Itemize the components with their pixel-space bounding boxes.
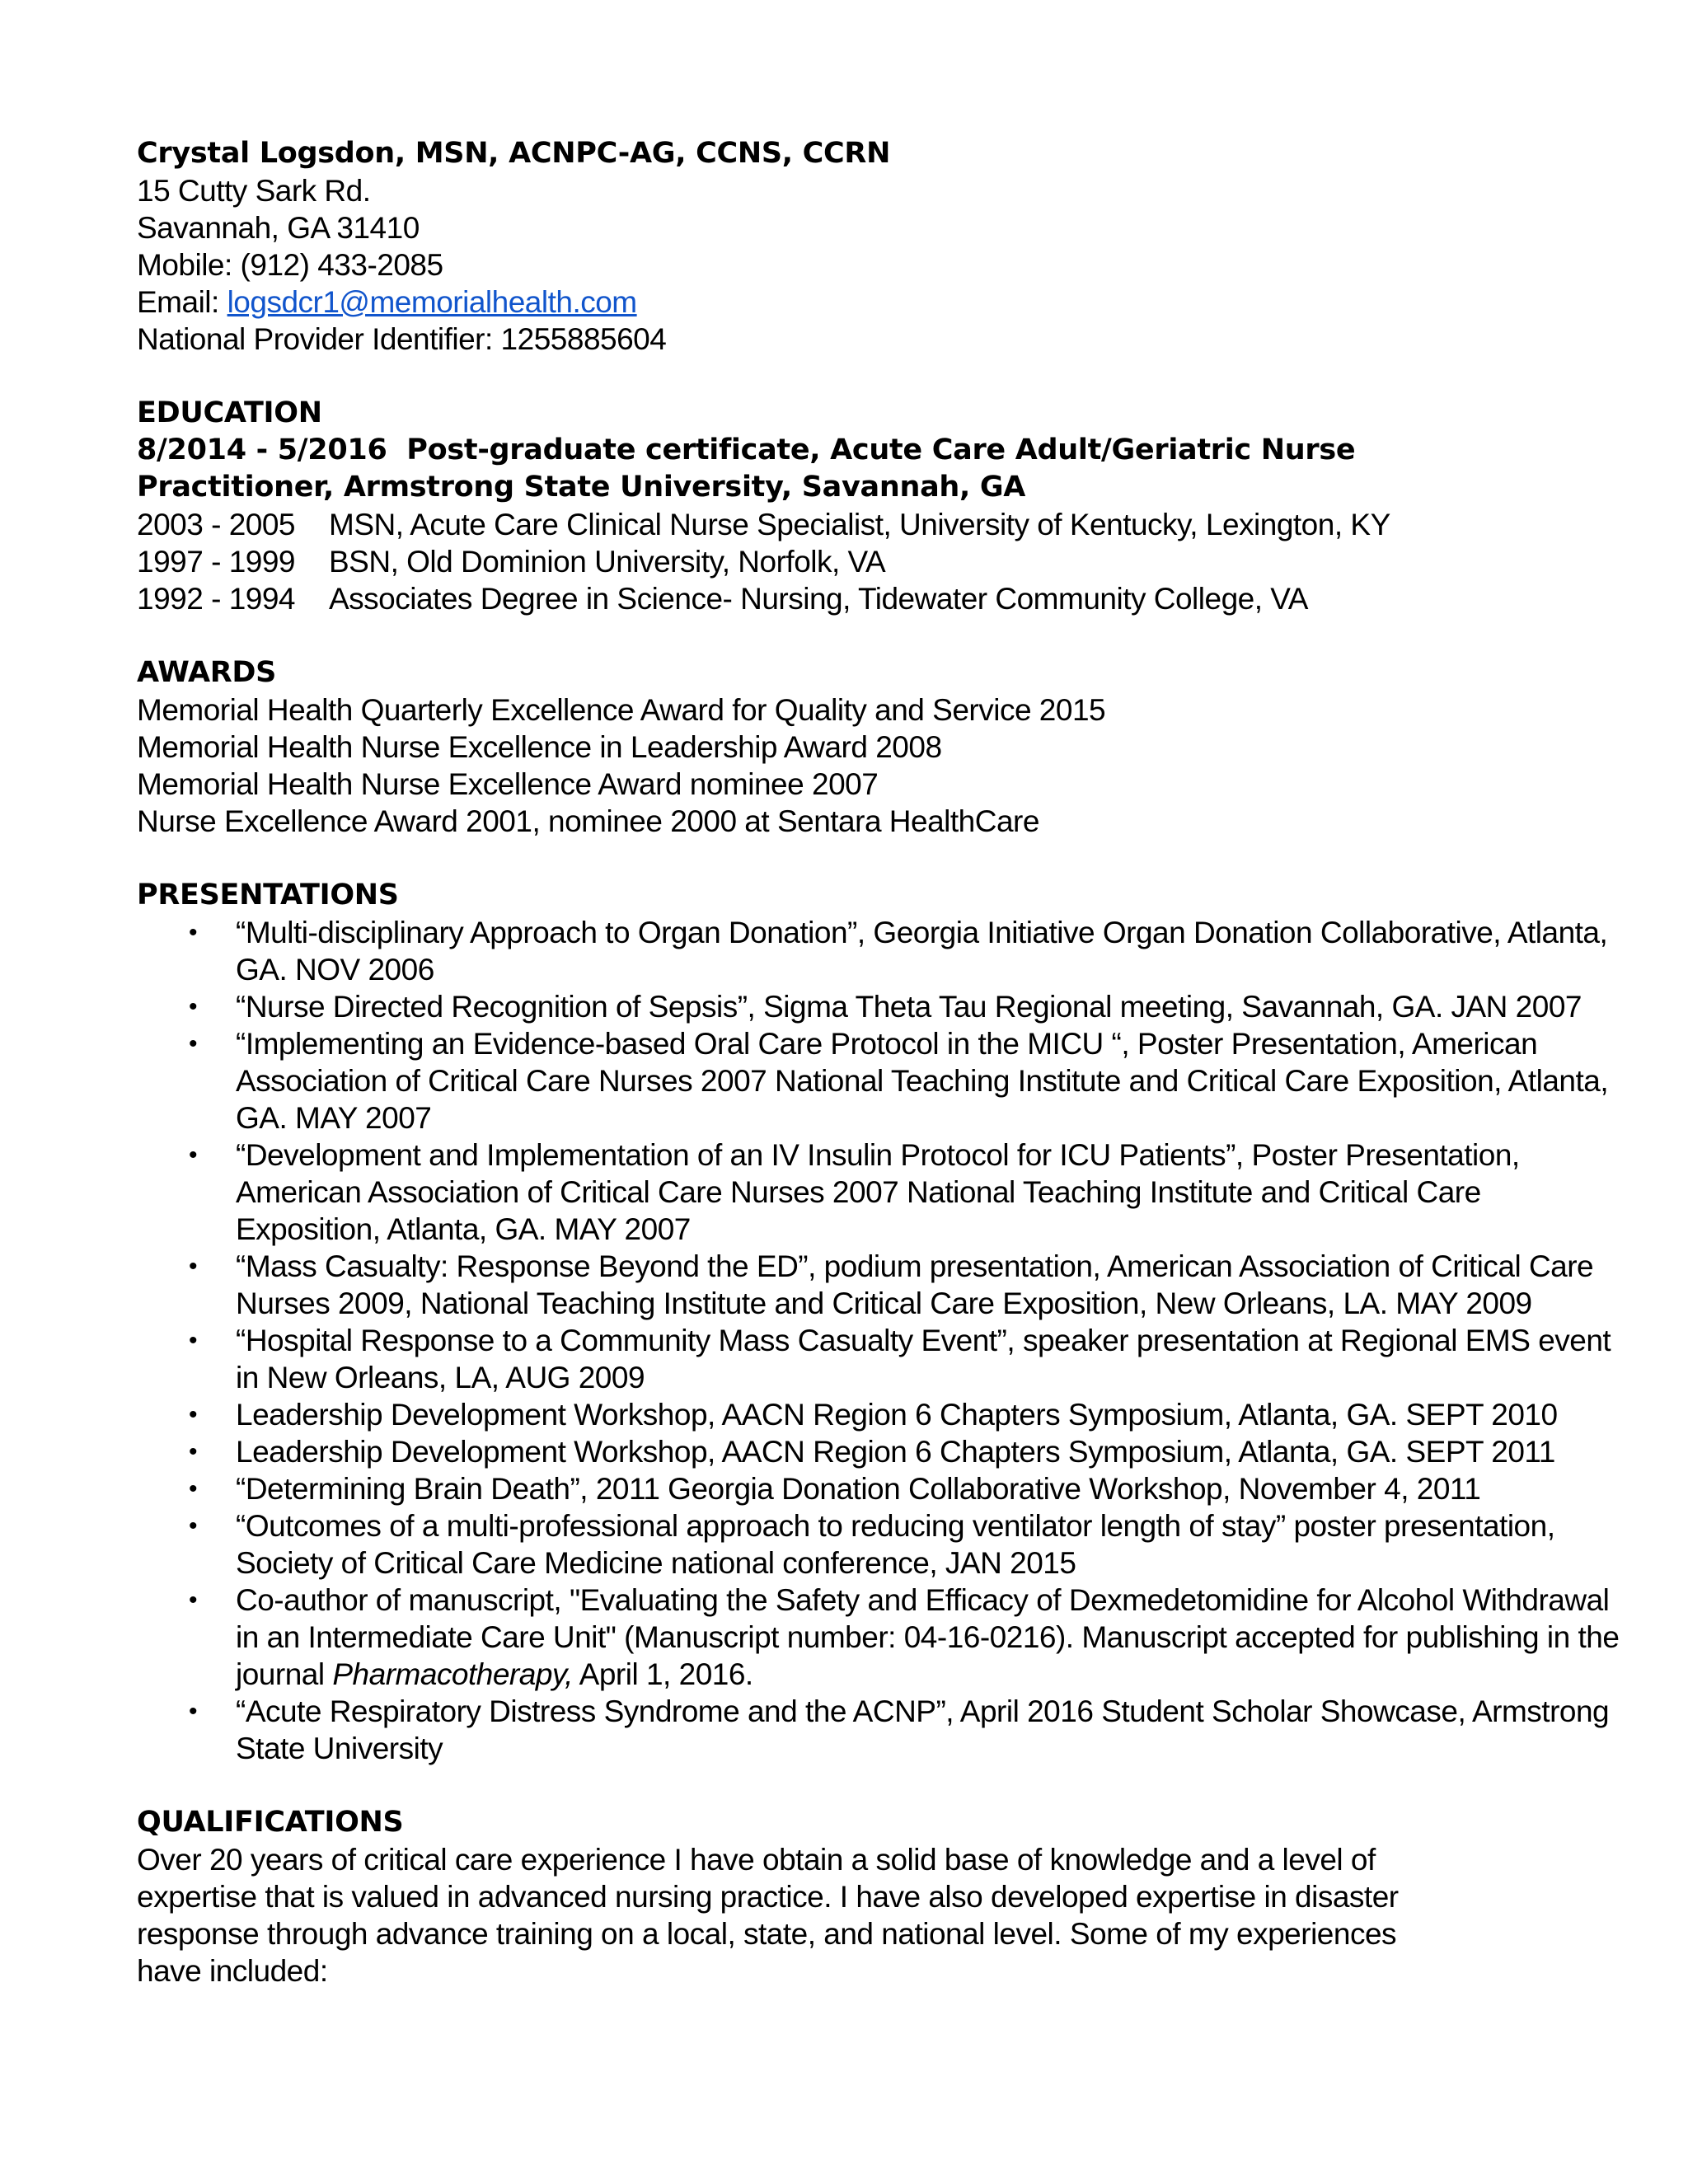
list-item xyxy=(137,1433,1637,1470)
bullet-icon: • xyxy=(189,1141,198,1169)
spacer xyxy=(137,840,1620,877)
bullet-icon: • xyxy=(189,1253,198,1280)
presentation-text: “Multi-disciplinary Approach to Organ Donation”, Georgia Initiative Organ Donation Collaborative, Atlanta, GA. NOV 2006 xyxy=(236,916,1608,987)
education-section xyxy=(137,395,1620,617)
spacer xyxy=(137,1767,1620,1804)
presentation-text: Leadership Development Workshop, AACN Region 6 Chapters Symposium, Atlanta, GA. SEPT 2011 xyxy=(236,1435,1555,1469)
npi-line: National Provider Identifier: 1255885604 xyxy=(137,322,667,356)
presentation-text: “Outcomes of a multi-professional approach to reducing ventilator length of stay” poster presentation, Society of Critical Care Medicine national conference, JAN 2015 xyxy=(236,1509,1555,1580)
spacer xyxy=(137,617,1620,654)
bullet-icon: • xyxy=(189,1586,198,1614)
award-item: Nurse Excellence Award 2001, nominee 2000 at Sentara HealthCare xyxy=(137,804,1039,838)
presentation-text: “Determining Brain Death”, 2011 Georgia Donation Collaborative Workshop, November 4, 2011 xyxy=(236,1472,1481,1506)
education-entry xyxy=(137,580,1620,617)
presentation-text: “Mass Casualty: Response Beyond the ED”, podium presentation, American Association of Critical Care Nurses 2009, National Teaching Institute and Critical Care Exposition, New Orleans, LA. MAY 2009 xyxy=(236,1249,1594,1320)
manuscript-text-before: Co-author of manuscript, "Evaluating the Safety and Efficacy of Dexmedetomidine for Alcohol Withdrawal in an Intermediate Care Unit" (Manuscript number: 04-16-0216). Manuscript accepted for publishing in the journal xyxy=(236,1583,1620,1691)
street-address: 15 Cutty Sark Rd. xyxy=(137,174,371,208)
presentation-text: “Hospital Response to a Community Mass Casualty Event”, speaker presentation at Regional EMS event in New Orleans, LA, AUG 2009 xyxy=(236,1324,1611,1394)
bullet-icon: • xyxy=(189,1438,198,1465)
bullet-icon: • xyxy=(189,1030,198,1057)
email-link[interactable]: logsdcr1@memorialhealth.com xyxy=(227,285,637,319)
journal-title: Pharmacotherapy, xyxy=(332,1657,573,1691)
education-highlight-line-1: 8/2014 - 5/2016 Post-graduate certificate, Acute Care Adult/Geriatric Nurse xyxy=(137,434,1356,466)
manuscript-text-after: April 1, 2016. xyxy=(572,1657,753,1691)
spacer xyxy=(137,358,1620,395)
list-item xyxy=(137,1248,1620,1322)
bullet-icon: • xyxy=(189,993,198,1020)
email-label: Email: xyxy=(137,285,227,319)
resume-page xyxy=(137,135,1620,1990)
education-degree: MSN, Acute Care Clinical Nurse Specialist, University of Kentucky, Lexington, KY xyxy=(329,508,1390,541)
qualifications-section xyxy=(137,1804,1620,1990)
bullet-icon: • xyxy=(189,1698,198,1725)
contact-block xyxy=(137,135,1620,358)
education-entry xyxy=(137,506,1620,543)
education-dates: 2003 - 2005 xyxy=(137,508,296,541)
list-item xyxy=(137,914,1637,988)
list-item xyxy=(137,1582,1620,1693)
list-item xyxy=(137,1470,1637,1507)
education-degree: Associates Degree in Science- Nursing, Tidewater Community College, VA xyxy=(329,582,1308,616)
qualifications-text: Over 20 years of critical care experience I have obtain a solid base of knowledge and a level of expertise that is valued in advanced nursing practice. I have also developed expertise in disaster response through advance training on a local, state, and national level. Some of my experiences have included: xyxy=(137,1843,1399,1988)
list-item xyxy=(137,1322,1620,1396)
list-item xyxy=(137,1693,1637,1767)
education-dates: 1997 - 1999 xyxy=(137,545,296,579)
education-dates: 1992 - 1994 xyxy=(137,582,296,616)
education-entry xyxy=(137,543,1620,580)
email-line xyxy=(137,284,1620,321)
bullet-icon: • xyxy=(189,919,198,946)
education-degree: BSN, Old Dominion University, Norfolk, VA xyxy=(329,545,886,579)
mobile-phone: Mobile: (912) 433-2085 xyxy=(137,248,443,282)
awards-heading: AWARDS xyxy=(137,656,277,689)
presentation-text: Leadership Development Workshop, AACN Region 6 Chapters Symposium, Atlanta, GA. SEPT 2010 xyxy=(236,1398,1558,1432)
list-item xyxy=(137,1396,1637,1433)
bullet-icon: • xyxy=(189,1327,198,1354)
presentations-list xyxy=(137,914,1620,1767)
award-item: Memorial Health Nurse Excellence Award nominee 2007 xyxy=(137,767,879,801)
list-item xyxy=(137,988,1637,1025)
presentation-text: “Development and Implementation of an IV Insulin Protocol for ICU Patients”, Poster Presentation, American Association of Critical Care Nurses 2007 National Teaching Institute and Critical Care Exposition, Atlanta, GA. MAY 2007 xyxy=(236,1138,1520,1246)
presentation-text: “Acute Respiratory Distress Syndrome and the ACNP”, April 2016 Student Scholar Showcase, Armstrong State University xyxy=(236,1694,1610,1765)
qualifications-heading: QUALIFICATIONS xyxy=(137,1806,404,1839)
bullet-icon: • xyxy=(189,1475,198,1502)
presentations-heading: PRESENTATIONS xyxy=(137,879,399,912)
list-item xyxy=(137,1137,1620,1248)
award-item: Memorial Health Quarterly Excellence Award for Quality and Service 2015 xyxy=(137,693,1106,727)
bullet-icon: • xyxy=(189,1512,198,1540)
list-item xyxy=(137,1507,1637,1582)
presentation-text: “Implementing an Evidence-based Oral Care Protocol in the MICU “, Poster Presentation, American Association of Critical Care Nurses 2007 National Teaching Institute and Critical Care Exposition, Atlanta, GA. MAY 2007 xyxy=(236,1027,1609,1135)
awards-section xyxy=(137,654,1620,840)
presentation-text: “Nurse Directed Recognition of Sepsis”, Sigma Theta Tau Regional meeting, Savannah, GA. JAN 2007 xyxy=(236,990,1582,1024)
education-highlight-line-2: Practitioner, Armstrong State University, Savannah, GA xyxy=(137,471,1026,504)
bullet-icon: • xyxy=(189,1401,198,1428)
list-item xyxy=(137,1025,1620,1137)
award-item: Memorial Health Nurse Excellence in Leadership Award 2008 xyxy=(137,730,942,764)
city-state-zip: Savannah, GA 31410 xyxy=(137,211,420,245)
education-heading: EDUCATION xyxy=(137,396,322,429)
candidate-name: Crystal Logsdon, MSN, ACNPC-AG, CCNS, CCRN xyxy=(137,137,891,170)
presentations-section xyxy=(137,877,1620,1767)
